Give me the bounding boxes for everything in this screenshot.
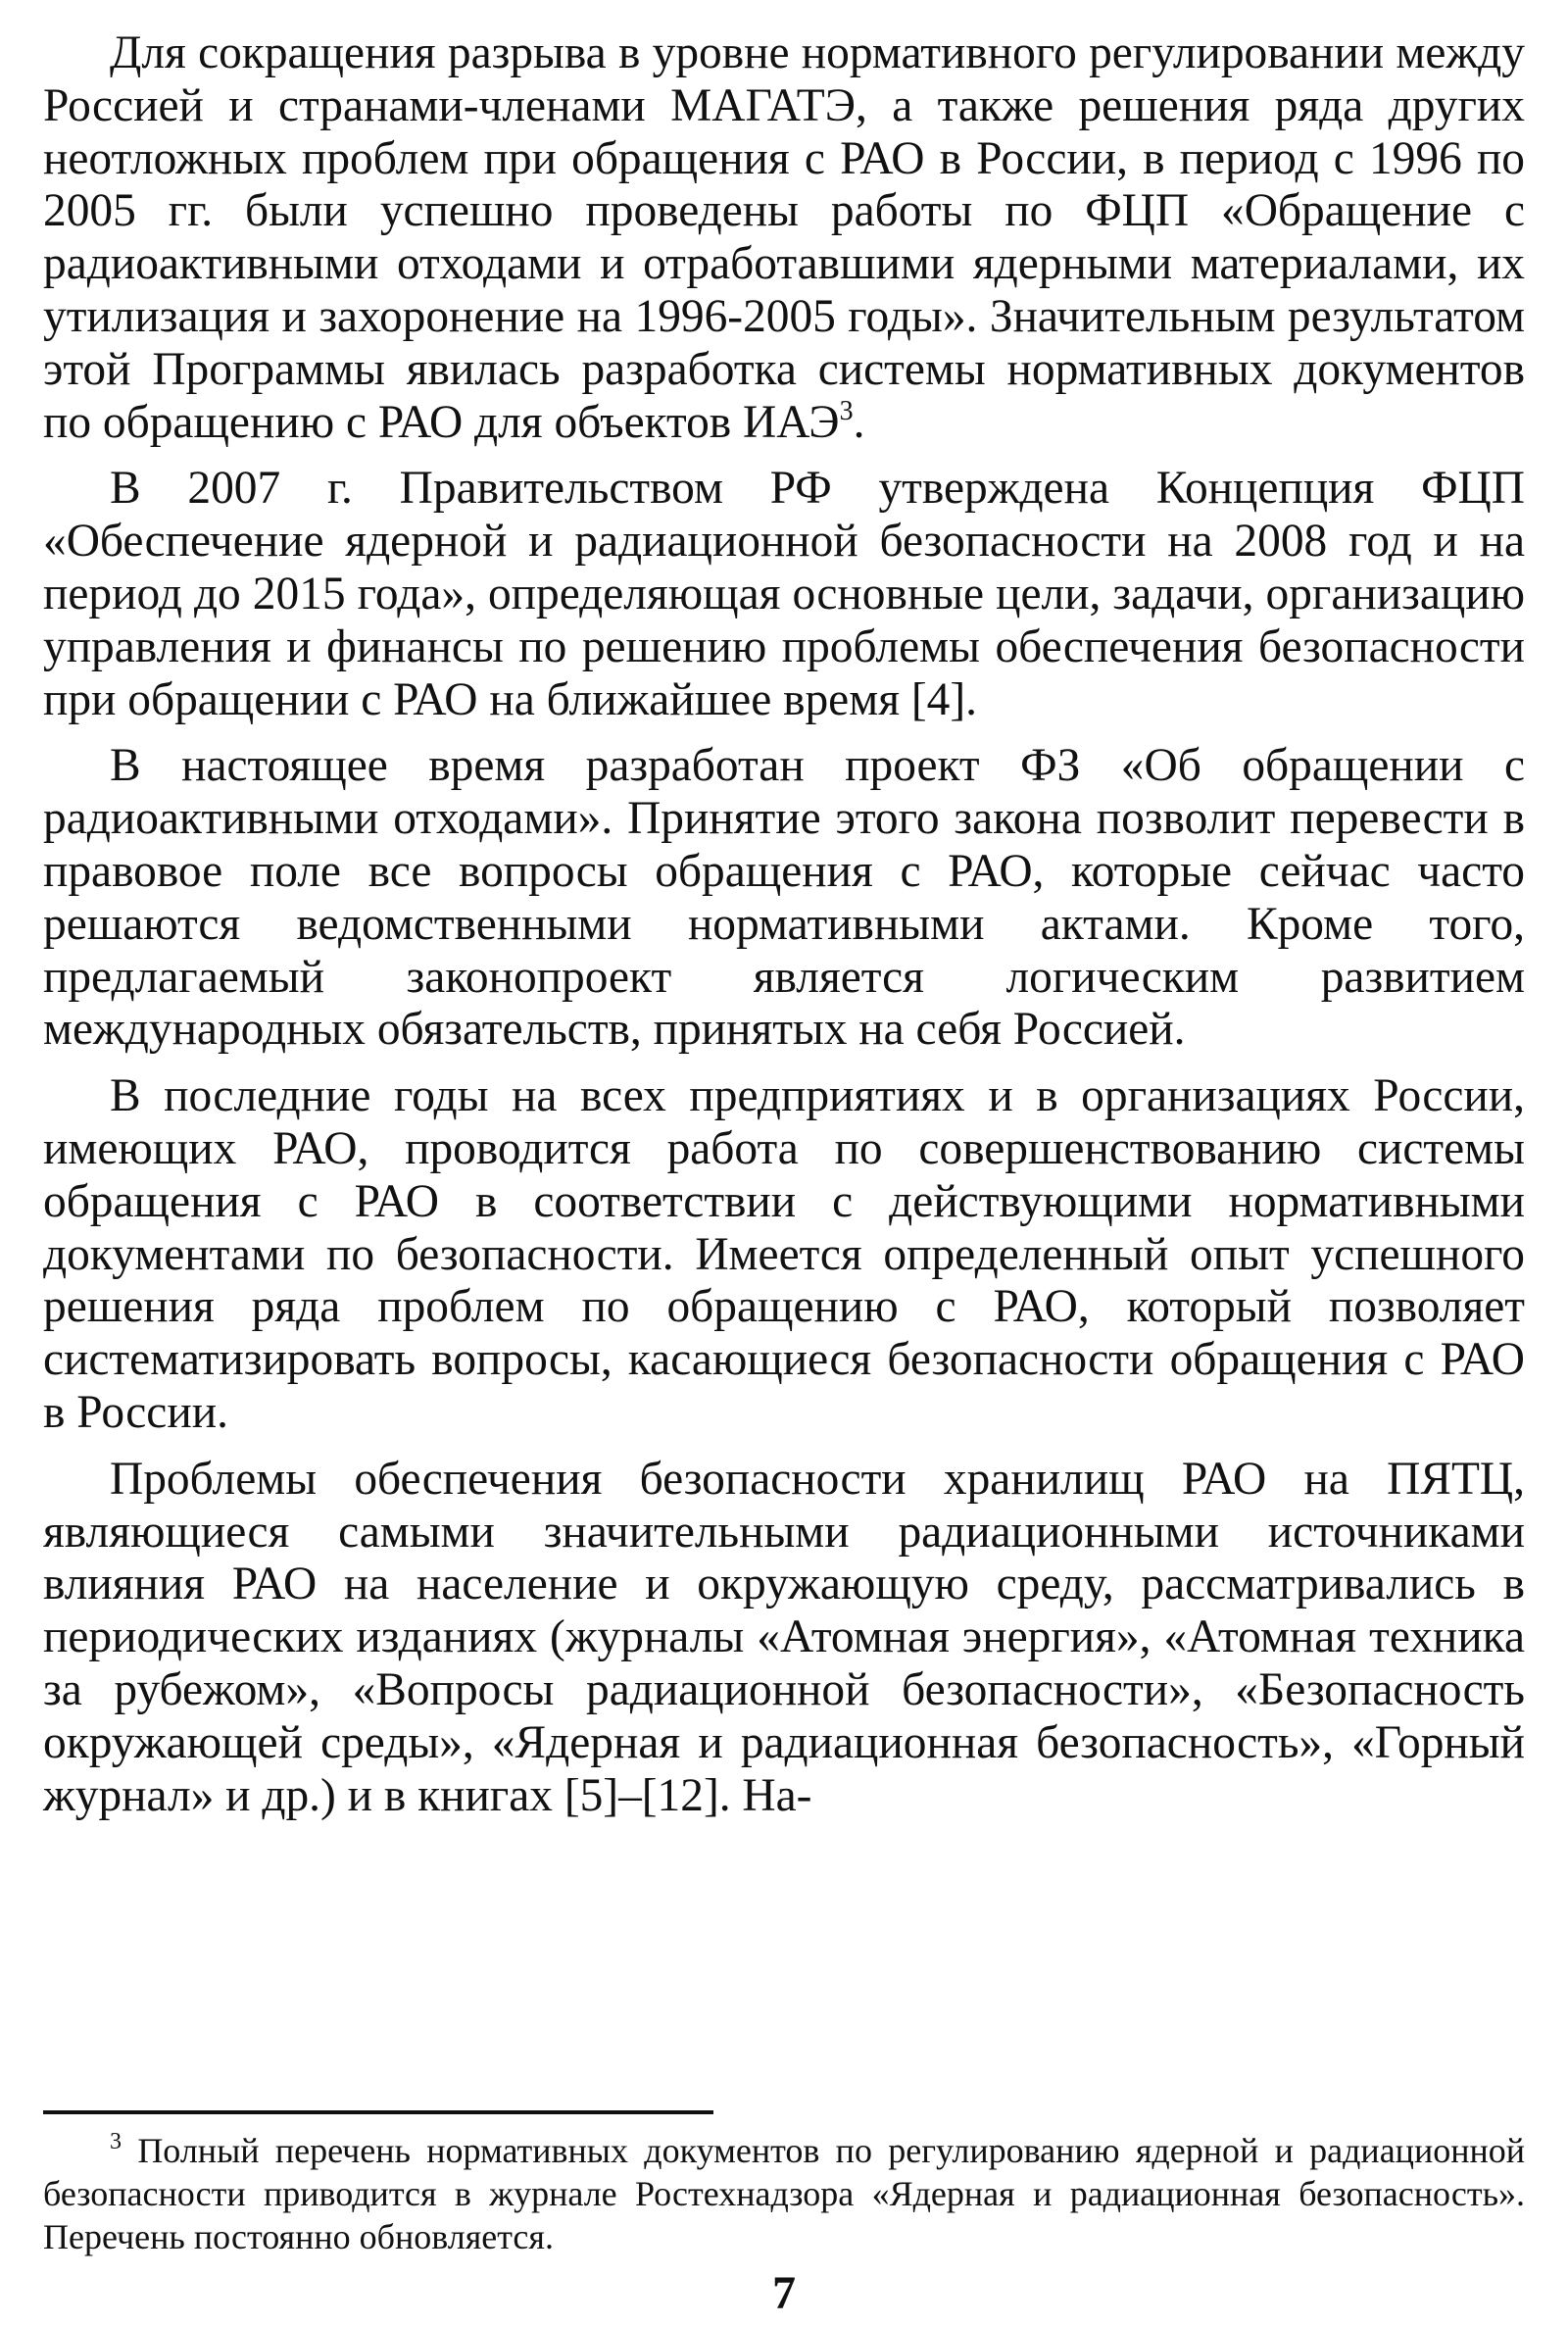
paragraph-4: В последние годы на всех предприятиях и в организациях России, имеющих РАО, проводится работа по совершенствованию системы обращения с РАО в соответствии с действующими нормативными документами по безопасности. Имеется определенный опыт успешного решения ряда проблем по обращению с РАО, который позволяет систематизировать вопросы, касающиеся безопасности обращения с РАО в России.	[43, 1070, 1525, 1438]
footnote-text: Полный перечень нормативных документов по регулированию ядерной и радиационной безопасности приводится в журнале Ростехнадзора «Ядерная и радиационная безопасность». Перечень постоянно обновляется.	[43, 2131, 1526, 2256]
paragraph-2: В 2007 г. Правительством РФ утверждена Концепция ФЦП «Обеспечение ядерной и радиационной безопасности на 2008 год и на период до 2015 года», определяющая основные цели, задачи, организацию управления и финансы по решению проблемы обеспечения безопасности при обращении с РАО на ближайшее время [4].	[43, 463, 1525, 725]
footnote-divider	[43, 2110, 713, 2114]
paragraph-1-text: Для сокращения разрыва в уровне нормативного регулировании между Россией и странами-членами МАГАТЭ, а также решения ряда других неотложных проблем при обращения с РАО в России, в период с 1996 по 2005 гг. были успешно проведены работы по ФЦП «Обращение с радиоактивными отходами и отработавшими ядерными материалами, их утилизация и захоронение на 1996-2005 годы». Значительным результатом этой Программы явилась разработка системы нормативных документов по обращению с РАО для объектов ИАЭ	[43, 27, 1525, 448]
footnote-reference: 3	[839, 395, 854, 426]
paragraph-1	[43, 27, 1525, 449]
page-number: 7	[772, 2267, 796, 2319]
paragraph-1-tail: .	[853, 396, 865, 448]
footnote	[43, 2129, 1525, 2258]
body-text	[43, 27, 1525, 1822]
footnote-marker: 3	[110, 2129, 122, 2154]
paragraph-3: В настоящее время разработан проект ФЗ «Об обращении с радиоактивными отходами». Принятие этого закона позволит перевести в правовое поле все вопросы обращения с РАО, которые сейчас часто решаются ведомственными нормативными актами. Кроме того, предлагаемый законопроект является логическим развитием международных обязательств, принятых на себя Россией.	[43, 740, 1525, 1056]
paragraph-5: Проблемы обеспечения безопасности хранилищ РАО на ПЯТЦ, являющиеся самыми значительными радиационными источниками влияния РАО на население и окружающую среду, рассматривались в периодических изданиях (журналы «Атомная энергия», «Атомная техника за рубежом», «Вопросы радиационной безопасности», «Безопасность окружающей среды», «Ядерная и радиационная безопасность», «Горный журнал» и др.) и в книгах [5]–[12]. На-	[43, 1453, 1525, 1821]
